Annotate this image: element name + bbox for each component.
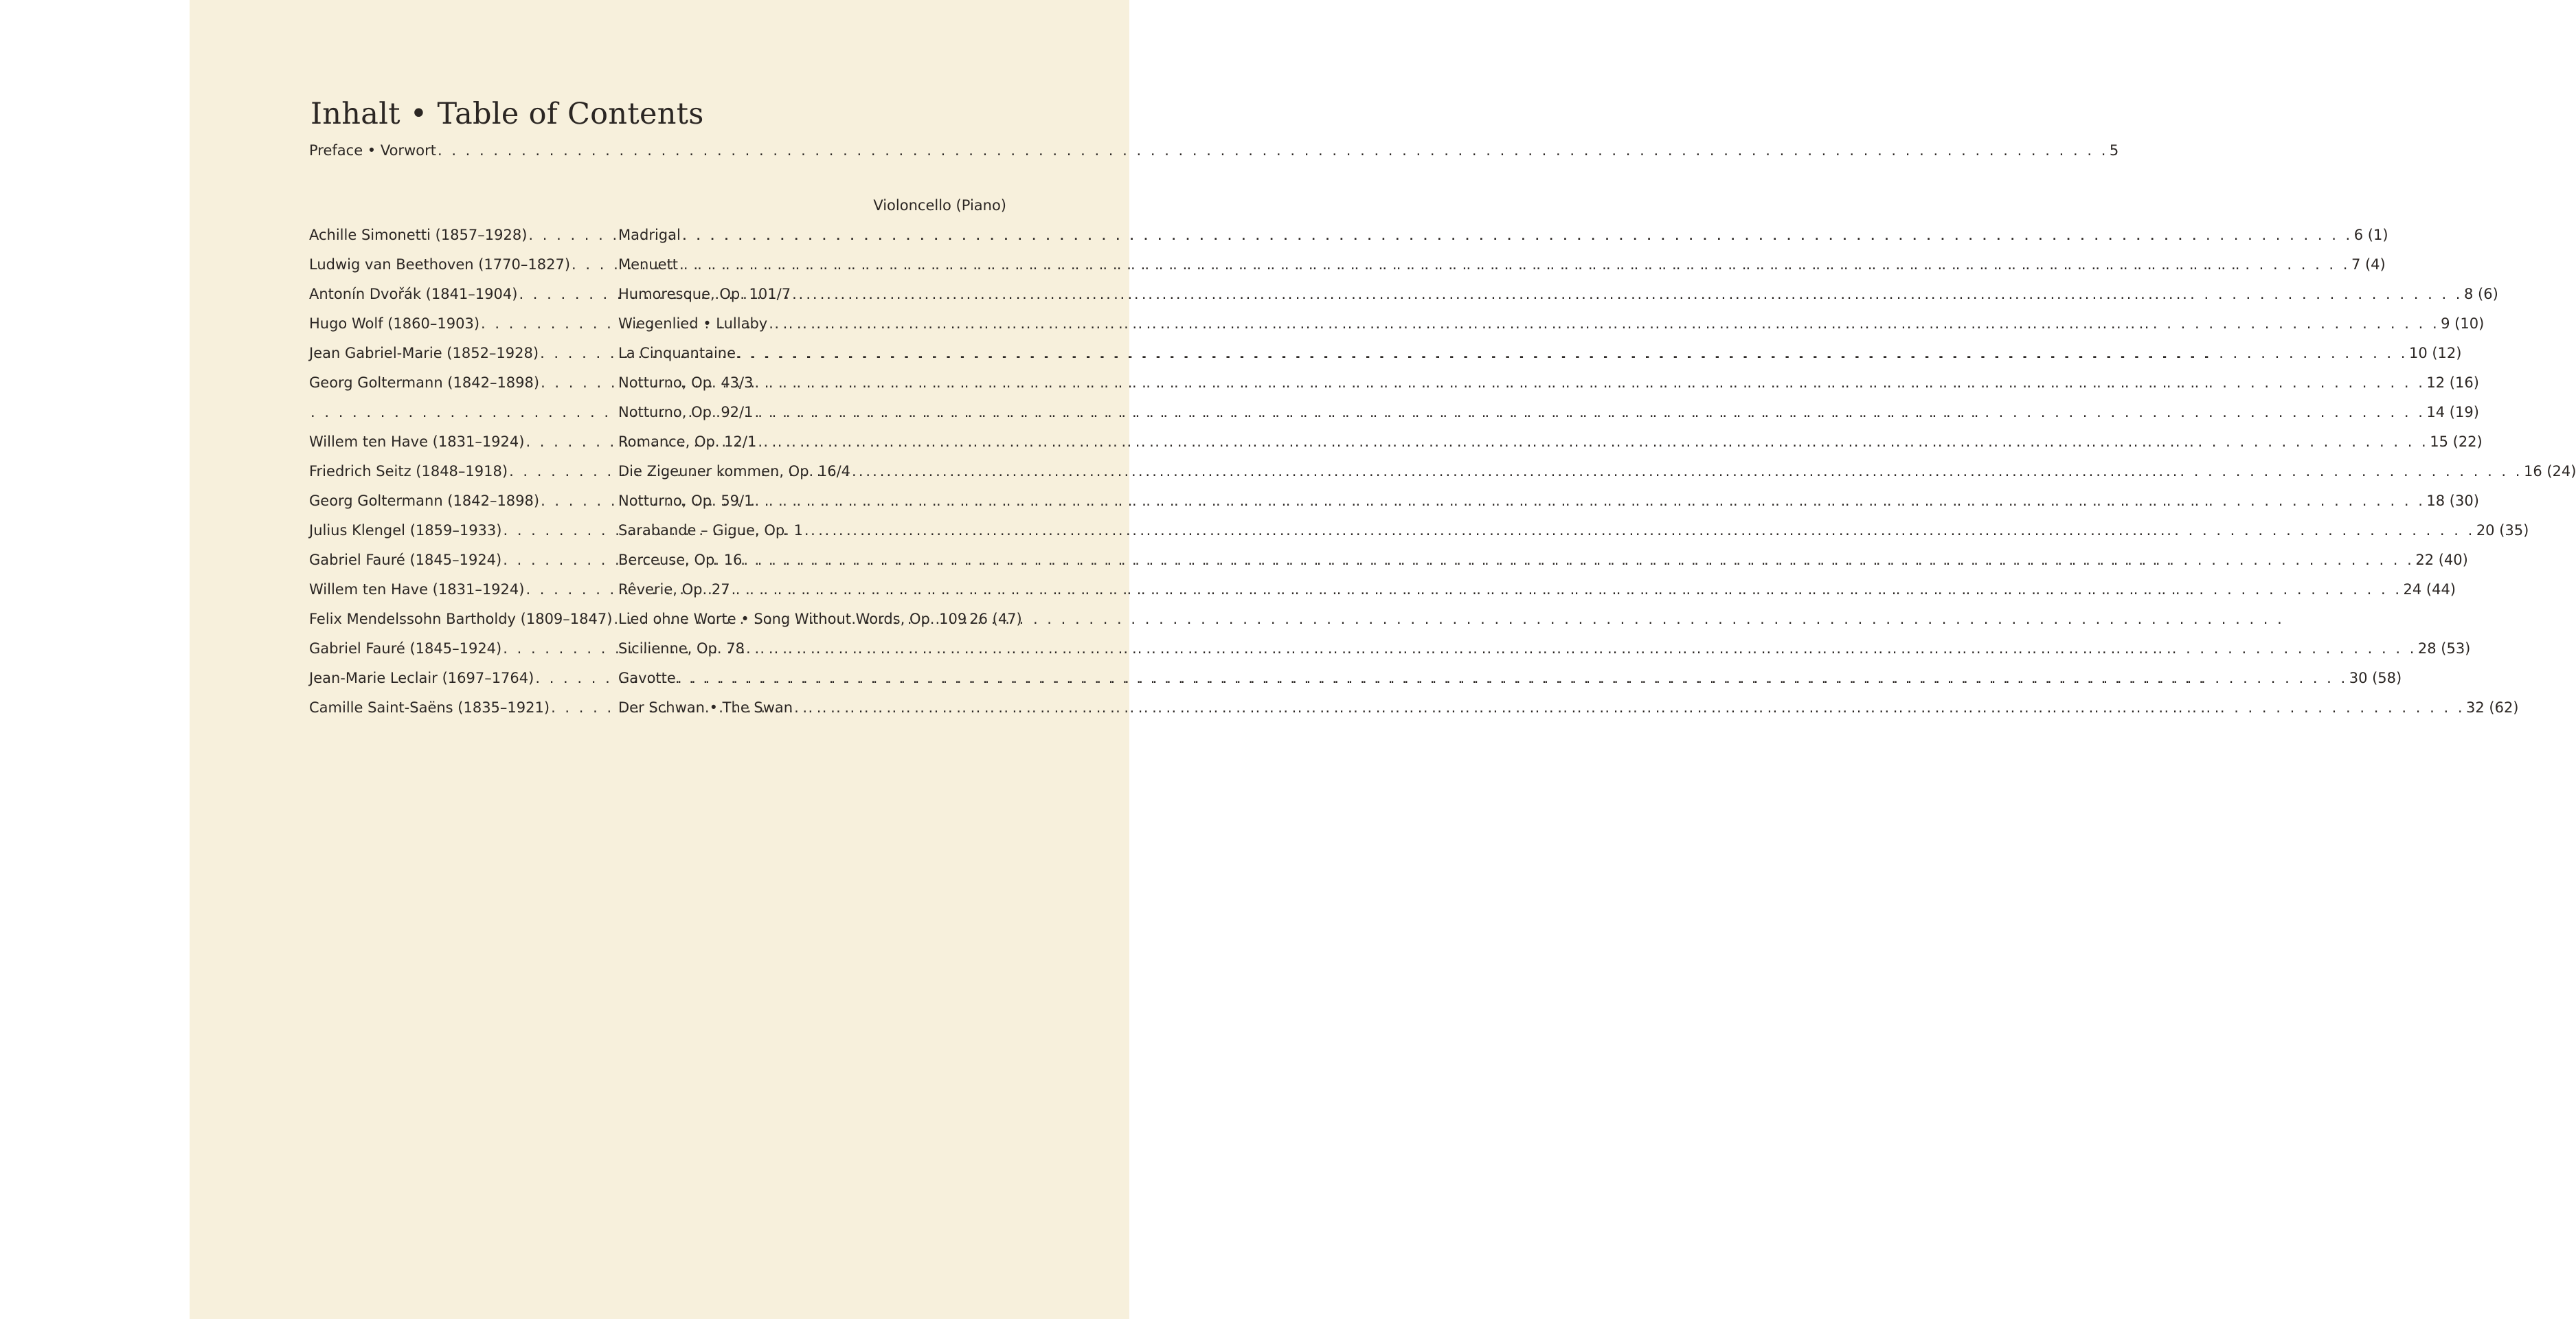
composer-segment [309,254,618,275]
composer-segment [309,579,618,600]
toc-row [309,579,2456,600]
piece-title: Madrigal [618,227,681,243]
page-number: 8 (6) [2463,286,2498,302]
composer-segment [309,313,618,334]
page-number: 7 (4) [2351,256,2386,273]
dot-leader [732,579,2402,600]
piece-segment [618,343,2462,363]
dot-leader [746,638,2417,659]
dot-leader [769,313,2439,334]
composer-segment [309,638,618,659]
composer-name: Jean Gabriel-Marie (1852–1928) [309,345,539,361]
composer-name: Gabriel Fauré (1845–1924) [309,640,502,657]
composer-name: Willem ten Have (1831–1924) [309,581,525,598]
toc-row [309,668,2402,688]
toc-row [309,461,2576,482]
preface-page: 5 [2109,142,2119,159]
piece-segment [618,609,1022,629]
composer-name: Julius Klengel (1859–1933) [309,522,502,539]
composer-name: Friedrich Seitz (1848–1918) [309,463,508,480]
piece-segment [618,254,2386,275]
piece-segment [618,491,2479,511]
composer-name: Georg Goltermann (1842–1898) [309,493,540,509]
toc-row [309,638,2471,659]
piece-title: Romance, Op. 12/1 [618,433,757,450]
composer-segment [309,225,618,245]
toc-row [309,254,2386,275]
piece-segment [618,461,2576,482]
composer-segment [309,520,618,541]
composer-segment [309,402,618,422]
piece-title: Sarabande – Gigue, Op. 1 [618,522,803,539]
composer-segment [309,491,618,511]
toc-row [309,343,2462,363]
dot-leader [792,284,2463,304]
piece-title: Lied ohne Worte • Song Without Words, Op. 109 [618,611,967,627]
piece-title: Rêverie, Op. 27 [618,581,730,598]
dot-leader [852,461,2522,482]
dot-leader [754,402,2425,422]
composer-segment [309,609,618,629]
composer-segment [309,372,618,393]
toc-row [309,284,2498,304]
composer-name: Georg Goltermann (1842–1898) [309,374,540,391]
piece-segment [618,225,2388,245]
page-number: 6 (1) [2353,227,2388,243]
toc-row [309,225,2388,245]
composer-segment [309,284,618,304]
toc-row [309,520,2529,541]
dot-leader [754,372,2425,393]
dot-leader [754,491,2425,511]
page-number: 20 (35) [2476,522,2529,539]
composer-segment [309,343,618,363]
toc-row [309,697,2519,718]
piece-segment [618,402,2479,422]
composer-segment [309,461,618,482]
toc-row [309,313,2485,334]
piece-title: Menuett [618,256,679,273]
composer-name: Antonín Dvořák (1841–1904) [309,286,518,302]
piece-title: Sicilienne, Op. 78 [618,640,745,657]
toc-row [309,372,2479,393]
toc-row [309,402,2479,422]
toc-row [309,550,2468,570]
toc-row [309,431,2483,452]
piece-segment [618,372,2479,393]
dot-leader [804,520,2475,541]
piece-segment [618,313,2485,334]
composer-name: Achille Simonetti (1857–1928) [309,227,528,243]
composer-name: Felix Mendelssohn Bartholdy (1809–1847) [309,611,613,627]
piece-title: Die Zigeuner kommen, Op. 16/4 [618,463,851,480]
column-header: Violoncello (Piano) [873,197,1006,214]
toc-row [309,609,1022,629]
page-number: 18 (30) [2426,493,2479,509]
composer-segment [309,668,618,688]
dot-leader [438,140,2108,161]
page-number: 26 (47) [969,611,1022,627]
dot-leader [737,343,2408,363]
page-number: 24 (44) [2403,581,2456,598]
piece-title: Humoresque, Op. 101/7 [618,286,791,302]
piece-segment [618,668,2402,688]
page-number: 32 (62) [2466,699,2519,716]
page-number: 16 (24) [2523,463,2576,480]
piece-title: Der Schwan • The Swan [618,699,793,716]
composer-name: Jean-Marie Leclair (1697–1764) [309,670,534,686]
piece-segment [618,697,2519,718]
piece-title: Notturno, Op. 43/3 [618,374,754,391]
piece-title: La Cinquantaine [618,345,736,361]
piece-title: Gavotte [618,670,676,686]
page-number: 30 (58) [2349,670,2402,686]
page-number: 14 (19) [2426,404,2479,420]
piece-segment [618,431,2483,452]
dot-leader [679,254,2350,275]
preface-segment [309,140,2119,161]
page-number: 28 (53) [2417,640,2471,657]
composer-name: Gabriel Fauré (1845–1924) [309,552,502,568]
piece-title: Notturno, Op. 92/1 [618,404,754,420]
piece-title: Wiegenlied • Lullaby [618,315,768,332]
dot-leader [677,668,2348,688]
piece-segment [618,284,2498,304]
piece-title: Berceuse, Op. 16 [618,552,743,568]
composer-name: Ludwig van Beethoven (1770–1827) [309,256,571,273]
piece-segment [618,638,2471,659]
dot-leader [794,697,2465,718]
preface-row [309,140,2119,161]
composer-segment [309,550,618,570]
composer-name: Camille Saint-Saëns (1835–1921) [309,699,550,716]
dot-leader [682,225,2353,245]
piece-title: Notturno, Op. 59/1 [618,493,754,509]
composer-name: Hugo Wolf (1860–1903) [309,315,480,332]
page-number: 10 (12) [2408,345,2462,361]
piece-segment [618,550,2468,570]
dot-leader [758,431,2428,452]
composer-segment [309,431,618,452]
page-number: 22 (40) [2415,552,2468,568]
page-number: 15 (22) [2430,433,2483,450]
page-number: 9 (10) [2441,315,2485,332]
composer-name: Willem ten Have (1831–1924) [309,433,525,450]
toc-row [309,491,2479,511]
page-title: Inhalt • Table of Contents [310,96,704,131]
piece-segment [618,520,2529,541]
dot-leader [743,550,2414,570]
preface-label: Preface • Vorwort [309,142,436,159]
page-number: 12 (16) [2426,374,2479,391]
composer-segment [309,697,618,718]
piece-segment [618,579,2456,600]
